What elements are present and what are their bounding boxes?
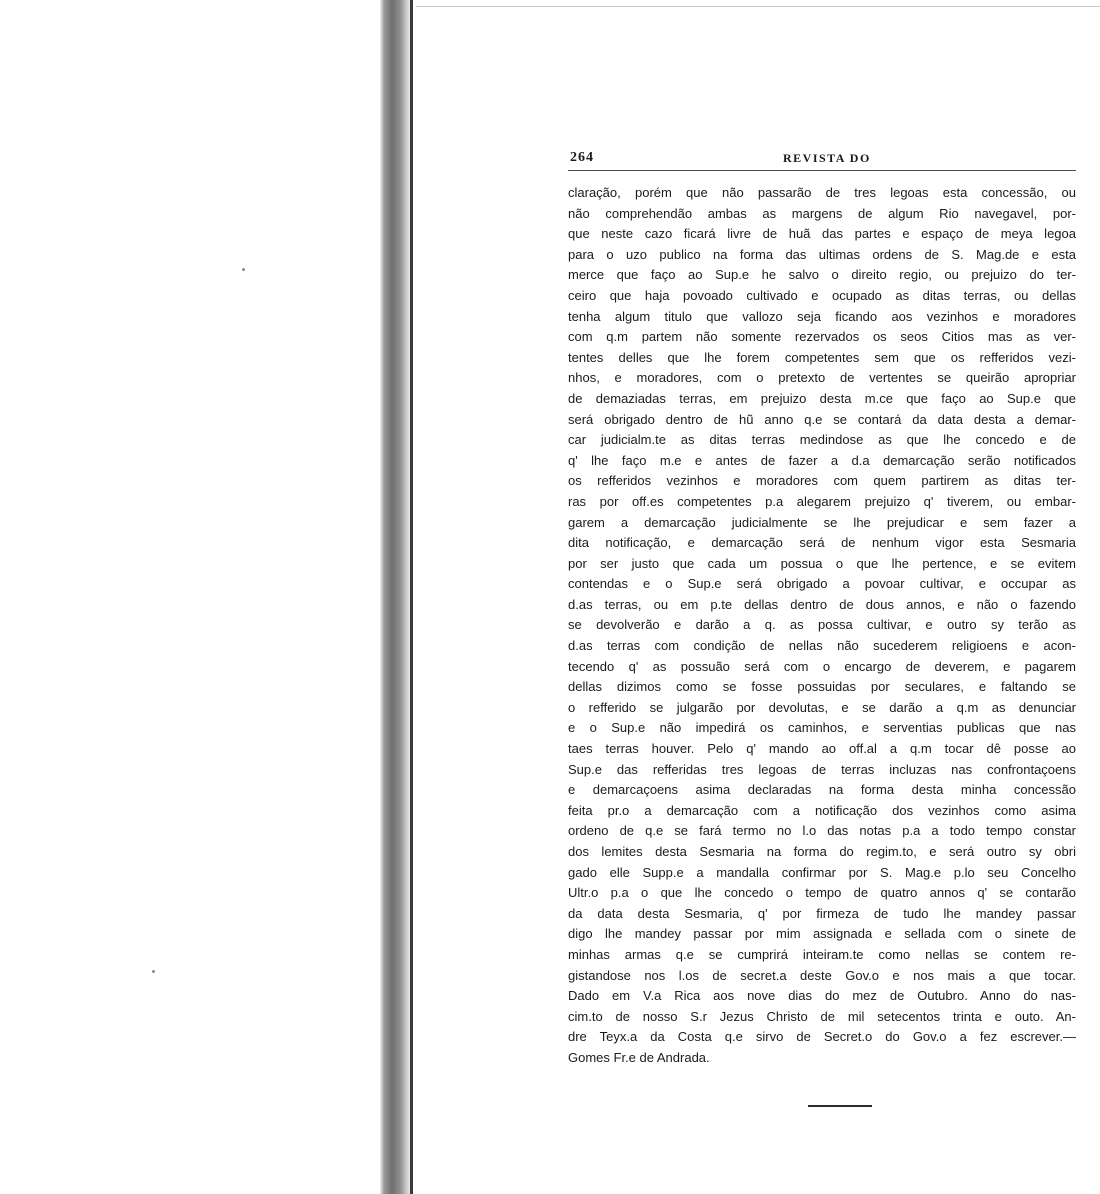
text-line: garem a demarcação judicialmente se lhe prejudicar e sem fazer a xyxy=(568,514,1076,530)
running-title: REVISTA DO xyxy=(783,151,871,165)
text-line: dellas dizimos como se fosse possuidas por seculares, e faltando se xyxy=(568,679,1076,695)
text-line: contendas e o Sup.e será obrigado a povoar cultivar, e occupar as xyxy=(568,576,1076,592)
text-line: não comprehendão ambas as margens de algum Rio navegavel, por- xyxy=(568,205,1076,221)
text-line: Ultr.o p.a o que lhe concedo o tempo de quatro annos q' se contarão xyxy=(568,885,1076,901)
text-line: gistandose nos l.os de secret.a deste Gov.o e nos mais a que tocar. xyxy=(568,967,1076,983)
text-line: Gomes Fr.e de Andrada. xyxy=(568,1049,710,1065)
text-line: para o uzo publico na forma das ultimas ordens de S. Mag.de e esta xyxy=(568,246,1076,262)
text-line: da data desta Sesmaria, q' por firmeza de tudo lhe mandey passar xyxy=(568,905,1076,921)
text-line: minhas armas q.e se cumprirá inteiram.te como nellas se contem re- xyxy=(568,946,1076,962)
text-line: Sup.e das refferidas tres legoas de terras incluzas nas confrontaçoens xyxy=(568,761,1076,777)
text-line: dita notificação, e demarcação será de nenhum vigor esta Sesmaria xyxy=(568,535,1076,551)
text-line: de demaziadas terras, em prejuizo desta m.ce que faço ao Sup.e que xyxy=(568,390,1076,406)
text-line: cim.to de nosso S.r Jezus Christo de mil setecentos trinta e outo. An- xyxy=(568,1008,1076,1024)
binding-shadow xyxy=(380,0,414,1194)
text-line: o refferido se julgarão por devolutas, e se darão a q.m as denunciar xyxy=(568,699,1076,715)
header-rule xyxy=(568,170,1076,171)
text-line: tenha algum titulo que vallozo seja ficando aos vezinhos e moradores xyxy=(568,308,1076,324)
page-edge xyxy=(410,0,413,1194)
text-line: com q.m partem não somente rezervados os seos Citios mas as ver- xyxy=(568,329,1076,345)
text-line: taes terras houver. Pelo q' mando ao off.al a q.m tocar dê posse ao xyxy=(568,741,1076,757)
text-line: ceiro que haja povoado cultivado e ocupado as ditas terras, ou dellas xyxy=(568,287,1076,303)
text-line: digo lhe mandey passar por mim assignada e sellada com o sinete de xyxy=(568,926,1076,942)
text-line: por ser justo que cada um possua o que lhe pertence, e se evitem xyxy=(568,555,1076,571)
end-rule xyxy=(808,1105,872,1107)
text-line: será obrigado dentro de hũ anno q.e se contará da data desta a demar- xyxy=(568,411,1076,427)
body-text xyxy=(568,183,1076,1069)
text-line: d.as terras com condição de nellas não sucederem religioens e acon- xyxy=(568,638,1076,654)
text-line: claração, porém que não passarão de tres legoas esta concessão, ou xyxy=(568,185,1076,200)
page-number: 264 xyxy=(570,150,594,165)
text-line: ras por off.es competentes p.a alegarem prejuizo q' tiverem, ou embar- xyxy=(568,493,1076,509)
scan-speck xyxy=(152,970,155,973)
text-line: nhos, e moradores, com o pretexto de vertentes se queirão apropriar xyxy=(568,370,1076,386)
text-line: merce que faço ao Sup.e he salvo o direito regio, ou prejuizo do ter- xyxy=(568,267,1076,283)
text-line: se devolverão e darão a q. as possa cultivar, e outro sy terão as xyxy=(568,617,1076,633)
text-line: dre Teyx.a da Costa q.e sirvo de Secret.o do Gov.o a fez escrever.— xyxy=(568,1029,1076,1045)
text-line: gado elle Supp.e a mandalla confirmar por S. Mag.e p.lo seu Concelho xyxy=(568,864,1076,880)
text-line: e o Sup.e não impedirá os caminhos, e serventias publicas que nas xyxy=(568,720,1076,736)
text-line: que neste cazo ficará livre de huã das partes e espaço de meya legoa xyxy=(568,226,1076,242)
running-head xyxy=(568,150,1088,170)
text-line: ordeno de q.e se fará termo no l.o das notas p.a a todo tempo constar xyxy=(568,823,1076,839)
text-line: os refferidos vezinhos e moradores com quem partirem as ditas ter- xyxy=(568,473,1076,489)
text-line: tentes delles que lhe forem competentes sem que os refferidos vezi- xyxy=(568,349,1076,365)
text-line: d.as terras, ou em p.te dellas dentro de dous annos, e não o fazendo xyxy=(568,596,1076,612)
text-line: car judicialm.te as ditas terras medindose as que lhe concedo e de xyxy=(568,432,1076,448)
top-edge-line xyxy=(416,6,1100,7)
scan-speck xyxy=(242,268,245,271)
text-line: Dado em V.a Rica aos nove dias do mez de Outubro. Anno do nas- xyxy=(568,988,1076,1004)
text-line: q' lhe faço m.e e antes de fazer a d.a demarcação serão notificados xyxy=(568,452,1076,468)
document-page xyxy=(568,150,1088,1069)
text-line: feita pr.o a demarcação com a notificação dos vezinhos como asima xyxy=(568,802,1076,818)
text-line: dos lemites desta Sesmaria na forma do regim.to, e será outro sy obri xyxy=(568,844,1076,859)
text-line: e demarcaçoens asima declaradas na forma desta minha concessão xyxy=(568,782,1076,798)
text-line: tecendo q' as possuão será com o encargo de deverem, e pagarem xyxy=(568,658,1076,674)
